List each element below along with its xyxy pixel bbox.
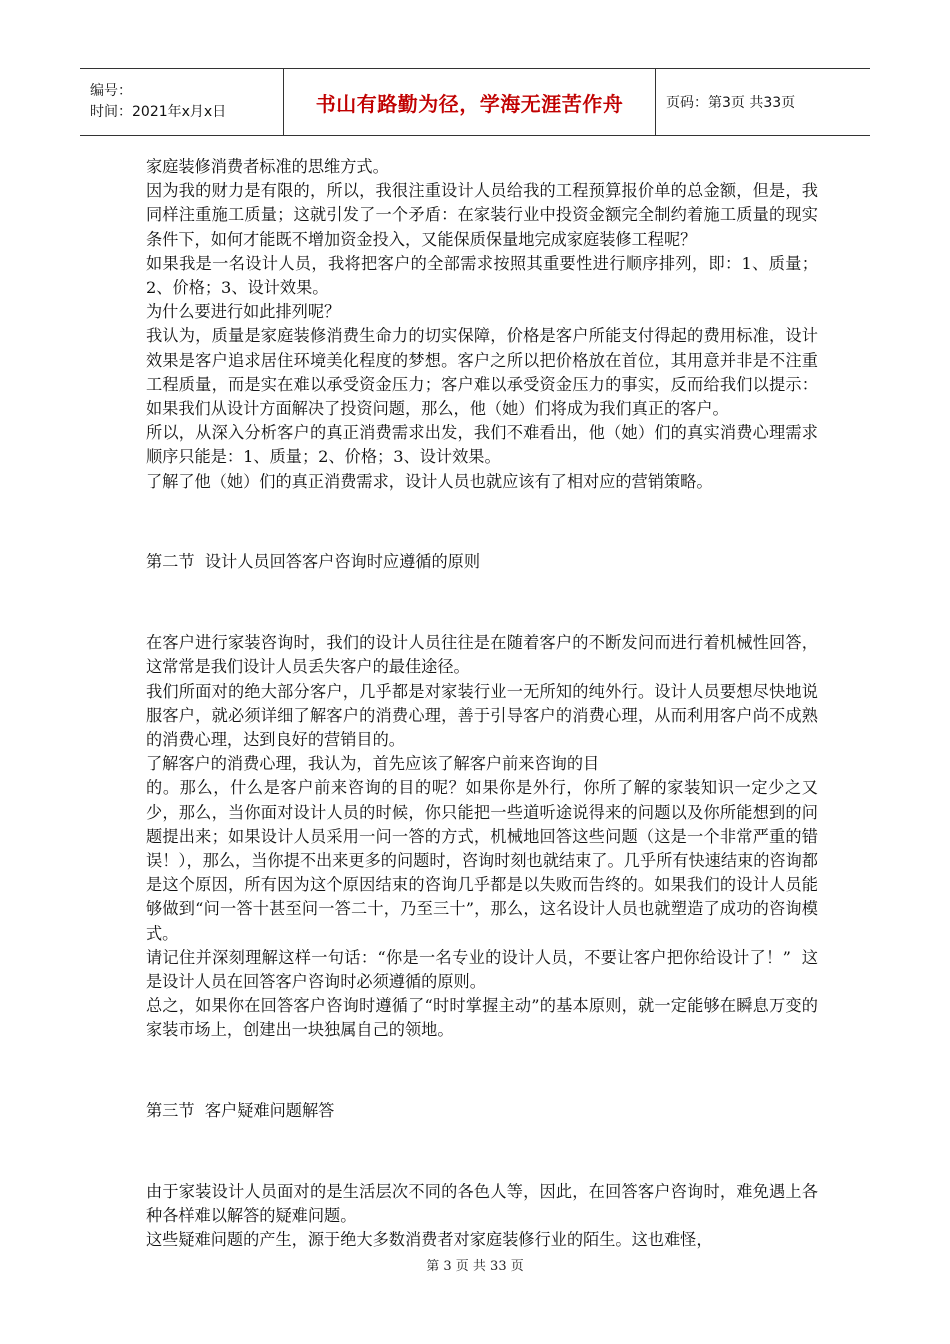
- section-heading: 第二节 设计人员回答客户咨询时应遵循的原则: [146, 552, 481, 572]
- header-table: [80, 68, 870, 136]
- body-paragraph: 为什么要进行如此排列呢？: [146, 302, 341, 322]
- blank-line: [146, 1059, 818, 1083]
- document-number-label: 编号：: [90, 83, 132, 99]
- document-body: [146, 155, 818, 1253]
- header-meta-cell: [80, 69, 284, 135]
- body-paragraph: 在客户进行家装咨询时，我们的设计人员往往是在随着客户的不断发问而进行着机械性回答，这常常是我们设计人员丢失客户的最佳途径。: [146, 633, 818, 677]
- body-paragraph: 了解客户的消费心理，我认为，首先应该了解客户前来咨询的目: [146, 754, 600, 774]
- blank-line: [146, 1140, 818, 1164]
- body-paragraph: 了解了他（她）们的真正消费需求，设计人员也就应该有了相对应的营销策略。: [146, 471, 713, 491]
- header-page-info: 页码：第3页 共33页: [666, 95, 796, 111]
- body-paragraph: 的。那么，什么是客户前来咨询的目的呢？如果你是外行，你所了解的家装知识一定少之又少，那么，当你面对设计人员的时候，你只能把一些道听途说得来的问题以及你所能想到的问题提出来；如果设计人员采用一问一答的方式，机械地回答这些问题（这是一个非常严重的错误！），那么，当你提不出来更多的问题时，咨询时刻也就结束了。几乎所有快速结束的咨询都是这个原因，所有因为这个原因结束的咨询几乎都是以失败而告终的。如果我们的设计人员能够做到“问一答十甚至问一答二十，乃至三十”，那么，这名设计人员也就塑造了成功的咨询模式。: [146, 778, 818, 943]
- body-paragraph: 总之，如果你在回答客户咨询时遵循了“时时掌握主动”的基本原则，就一定能够在瞬息万变的家装市场上，创建出一块独属自己的领地。: [146, 996, 818, 1040]
- body-paragraph: 所以，从深入分析客户的真正消费需求出发，我们不难看出，他（她）们的真实消费心理需求顺序只能是：1、质量；2、价格；3、设计效果。: [146, 423, 818, 467]
- body-paragraph: 我认为，质量是家庭装修消费生命力的切实保障，价格是客户所能支付得起的费用标准，设计效果是客户追求居住环境美化程度的梦想。客户之所以把价格放在首位，其用意并非是不注重工程质量，而是实在难以承受资金压力；客户难以承受资金压力的事实，反而给我们以提示：如果我们从设计方面解决了投资问题，那么，他（她）们将成为我们真正的客户。: [146, 326, 818, 419]
- document-date: 时间：2021年x月x日: [90, 104, 227, 120]
- header-motto: 书山有路勤为径，学海无涯苦作舟: [315, 91, 624, 116]
- page-footer: 第 3 页 共 33 页: [426, 1259, 524, 1274]
- body-paragraph: 这些疑难问题的产生，源于绝大多数消费者对家庭装修行业的陌生。这也难怪，: [146, 1230, 713, 1250]
- section-heading: 第三节 客户疑难问题解答: [146, 1101, 335, 1121]
- body-paragraph: 我们所面对的绝大部分客户，几乎都是对家装行业一无所知的纯外行。设计人员要想尽快地说服客户，就必须详细了解客户的消费心理，善于引导客户的消费心理，从而利用客户尚不成熟的消费心理，达到良好的营销目的。: [146, 681, 818, 749]
- body-paragraph: 家庭装修消费者标准的思维方式。: [146, 157, 389, 176]
- header-page-cell: [656, 69, 870, 135]
- blank-line: [146, 591, 818, 615]
- body-paragraph: 请记住并深刻理解这样一句话：“你是一名专业的设计人员，不要让客户把你给设计了！” 这是设计人员在回答客户咨询时必须遵循的原则。: [146, 947, 818, 992]
- header-motto-cell: [284, 69, 656, 135]
- blank-line: [146, 510, 818, 534]
- body-paragraph: 如果我是一名设计人员，我将把客户的全部需求按照其重要性进行顺序排列，即：1、质量；2、价格；3、设计效果。: [146, 253, 818, 298]
- body-paragraph: 因为我的财力是有限的，所以，我很注重设计人员给我的工程预算报价单的总金额，但是，我同样注重施工质量；这就引发了一个矛盾：在家装行业中投资金额完全制约着施工质量的现实条件下，如何才能既不增加资金投入，又能保质保量地完成家庭装修工程呢？: [146, 181, 818, 249]
- body-paragraph: 由于家装设计人员面对的是生活层次不同的各色人等，因此，在回答客户咨询时，难免遇上各种各样难以解答的疑难问题。: [146, 1181, 818, 1226]
